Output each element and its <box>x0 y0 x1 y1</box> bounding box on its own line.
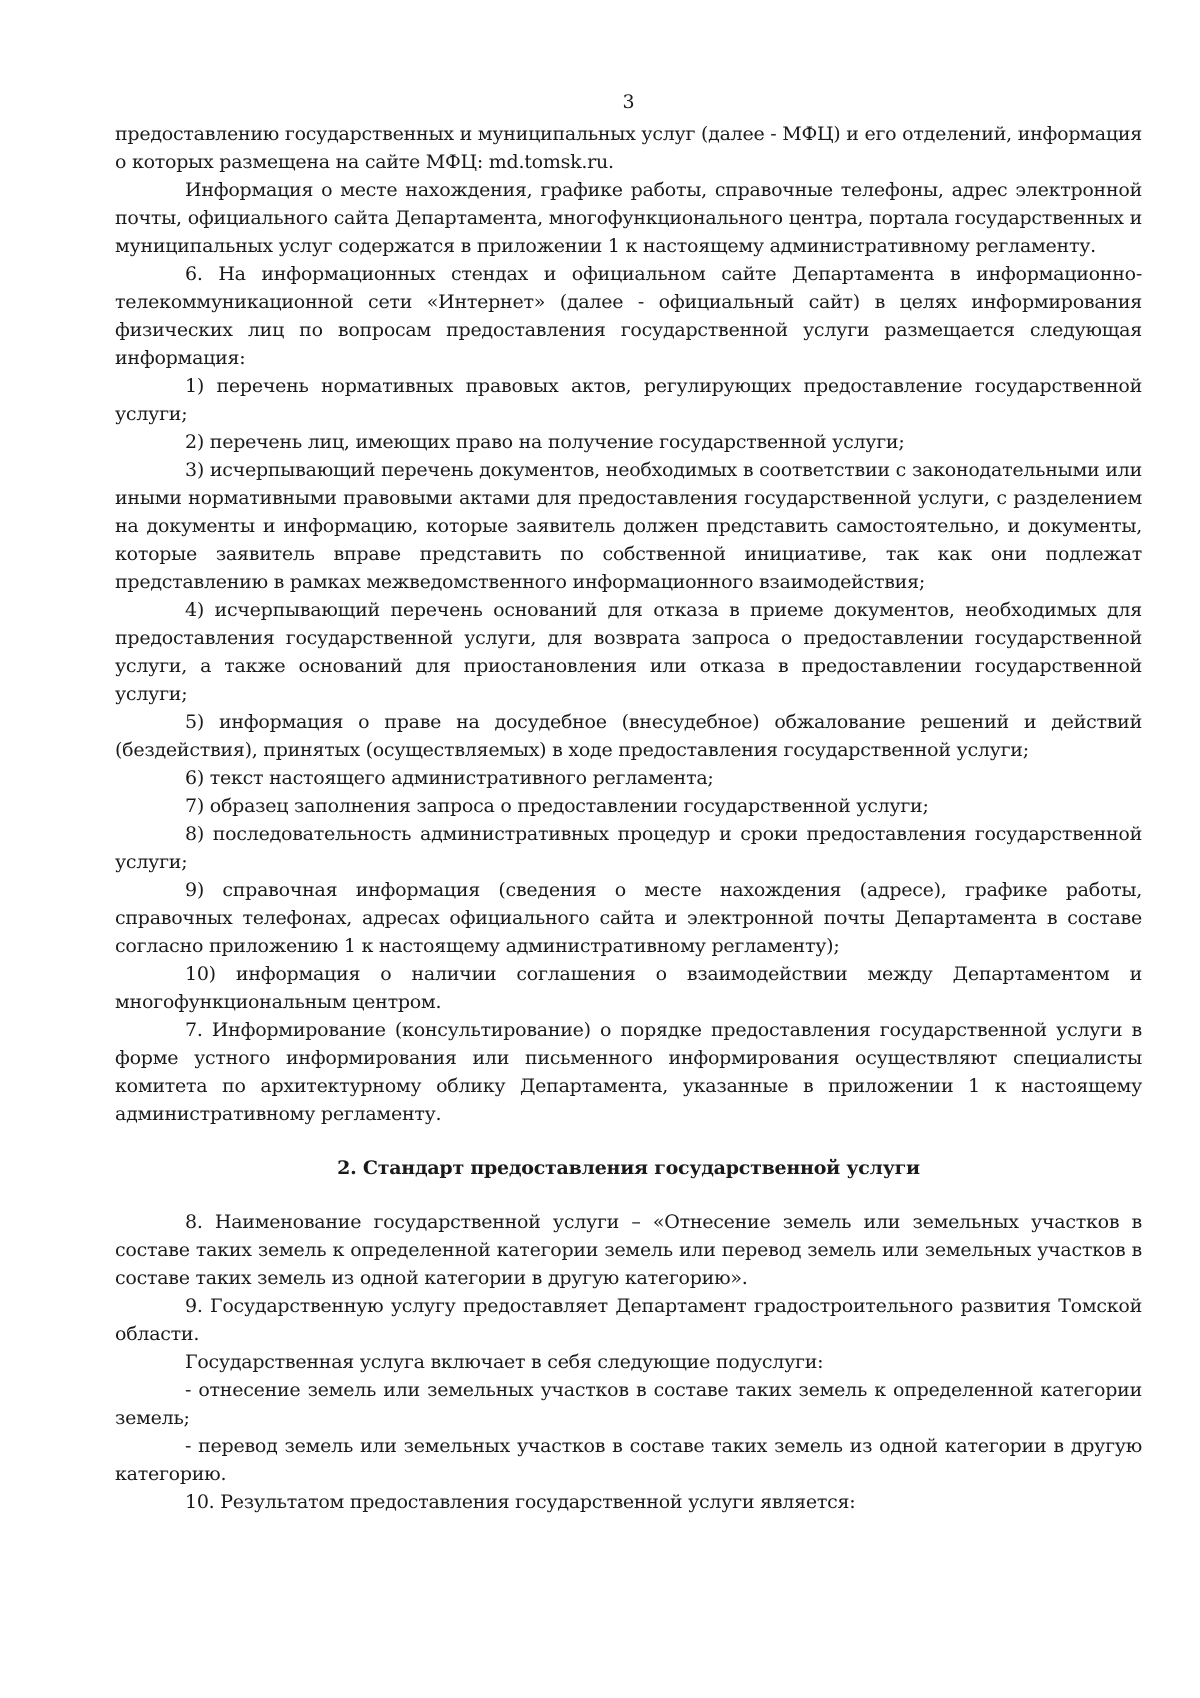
list-item: - отнесение земель или земельных участков в составе таких земель к определенной категории земель; <box>115 1379 1142 1429</box>
paragraph: 9. Государственную услугу предоставляет Департамент градостроительного развития Томской области. <box>115 1295 1142 1345</box>
paragraph: Государственная услуга включает в себя следующие подуслуги: <box>185 1351 824 1373</box>
paragraph: предоставлению государственных и муниципальных услуг (далее - МФЦ) и его отделений, информация о которых размещена на сайте МФЦ: md.tomsk.ru. <box>115 123 1142 173</box>
paragraph: 10. Результатом предоставления государственной услуги является: <box>185 1491 856 1513</box>
page-number: 3 <box>622 91 635 113</box>
paragraph: 7. Информирование (консультирование) о порядке предоставления государственной услуги в форме устного информирования или письменного информирования осуществляют специалисты комитета по архитектурному облику Департамента, указанные в приложении 1 к настоящему административному регламенту. <box>115 1019 1142 1125</box>
list-item: 6) текст настоящего административного регламента; <box>185 767 714 789</box>
list-item: 10) информация о наличии соглашения о взаимодействии между Департаментом и многофункциональным центром. <box>115 963 1142 1013</box>
list-item: 1) перечень нормативных правовых актов, регулирующих предоставление государственной услуги; <box>115 375 1142 425</box>
list-item: 8) последовательность административных процедур и сроки предоставления государственной услуги; <box>115 823 1142 873</box>
paragraph: Информация о месте нахождения, графике работы, справочные телефоны, адрес электронной почты, официального сайта Департамента, многофункционального центра, портала государственных и муниципальных услуг содержатся в приложении 1 к настоящему административному регламенту. <box>115 179 1142 257</box>
list-item: 3) исчерпывающий перечень документов, необходимых в соответствии с законодательными или иными нормативными правовыми актами для предоставления государственной услуги, с разделением на документы и информацию, которые заявитель должен представить самостоятельно, и документы, которые заявитель вправе представить по собственной инициативе, так как они подлежат представлению в рамках межведомственного информационного взаимодействия; <box>115 459 1142 593</box>
list-item: 9) справочная информация (сведения о месте нахождения (адресе), графике работы, справочных телефонах, адресах официального сайта и электронной почты Департамента в составе согласно приложению 1 к настоящему административному регламенту); <box>115 879 1142 957</box>
paragraph: 6. На информационных стендах и официальном сайте Департамента в информационно-телекоммуникационной сети «Интернет» (далее - официальный сайт) в целях информирования физических лиц по вопросам предоставления государственной услуги размещается следующая информация: <box>115 263 1142 369</box>
list-item: - перевод земель или земельных участков в составе таких земель из одной категории в другую категорию. <box>115 1435 1142 1485</box>
list-item: 7) образец заполнения запроса о предоставлении государственной услуги; <box>185 795 929 817</box>
body-text-before <box>115 120 1142 1128</box>
section-heading: 2. Стандарт предоставления государственной услуги <box>337 1157 920 1179</box>
list-item: 5) информация о праве на досудебное (внесудебное) обжалование решений и действий (бездействия), принятых (осуществляемых) в ходе предоставления государственной услуги; <box>115 711 1142 761</box>
list-item: 4) исчерпывающий перечень оснований для отказа в приеме документов, необходимых для предоставления государственной услуги, для возврата запроса о предоставлении государственной услуги, а также оснований для приостановления или отказа в предоставлении государственной услуги; <box>115 599 1142 705</box>
body-text-after <box>115 1208 1142 1516</box>
paragraph: 8. Наименование государственной услуги – «Отнесение земель или земельных участков в составе таких земель к определенной категории земель или перевод земель или земельных участков в составе таких земель из одной категории в другую категорию». <box>115 1211 1142 1289</box>
list-item: 2) перечень лиц, имеющих право на получение государственной услуги; <box>185 431 905 453</box>
